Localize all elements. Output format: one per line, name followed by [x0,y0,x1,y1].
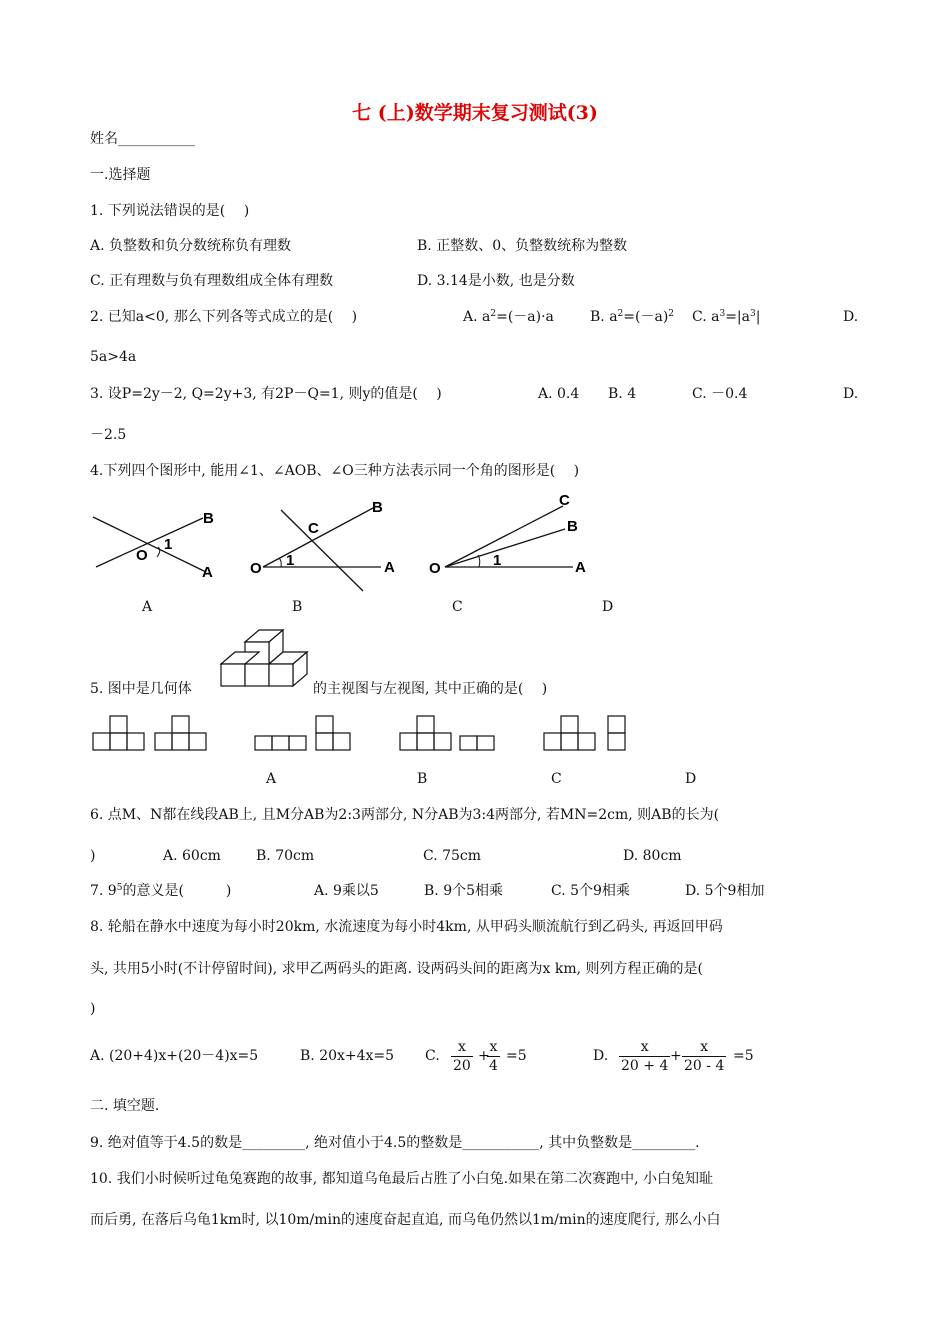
q5-option-b-views [254,715,354,755]
q5-option-label-d: D [685,771,697,787]
q8-option-c: C. [425,1048,440,1064]
q4c-point-c: C [559,492,570,509]
q3-option-b: B. 4 [608,386,637,402]
q4-figure-a [88,505,228,585]
q4b-point-b: B [372,499,383,516]
q8-option-d-fraction-2: $\frac{x}{20 - 4}$ [684,1039,725,1074]
name-field: 姓名___________ [90,131,195,147]
q4-figure-label-a: A [142,599,153,615]
page-title: 七 (上)数学期末复习测试(3) [352,102,598,124]
q5-solid-figure [215,628,320,696]
q2-option-c: C. $a^3=|a^3|$ [692,309,761,325]
q4b-angle-1: 1 [286,552,295,569]
q6-option-b: B. 70cm [256,848,315,864]
q6-stem-close: ) [90,848,96,864]
q4-figure-c [425,487,600,582]
q8-option-c-plus: + [478,1048,490,1064]
q10-stem-line2: 而后勇, 在落后乌龟1km时, 以10m/min的速度奋起直追, 而乌龟仍然以1m/min的速度爬行, 那么小白 [90,1212,721,1228]
q7-stem: 7. $9^5$的意义是( ) [90,883,232,899]
q4-figure-label-d: D [602,599,614,615]
q10-stem-line1: 10. 我们小时候听过龟兔赛跑的故事, 都知道乌龟最后占胜了小白兔.如果在第二次赛跑中, 小白兔知耻 [90,1171,713,1187]
q4c-point-a: A [575,559,586,576]
q8-option-d-equals: =5 [733,1048,754,1064]
q4a-point-o: O [136,547,148,564]
q5-option-d-views [543,715,633,755]
q5-option-label-b: B [417,771,428,787]
q2-option-d-content: 5a>4a [90,349,137,365]
q3-option-d: D. [843,386,859,402]
q5-stem-end: 的主视图与左视图, 其中正确的是( ) [313,681,548,697]
q2-option-b: B. $a^2=(-a)^2$ [590,309,675,325]
q4b-point-c: C [308,520,319,537]
q2-option-a: A. $a^2=(-a)\cdot a$ [463,309,554,325]
q1-option-a: A. 负整数和负分数统称负有理数 [90,238,292,254]
q8-stem-line2: 头, 共用5小时(不计停留时间), 求甲乙两码头的距离. 设两码头间的距离为x km, 则列方程正确的是( [90,961,703,977]
q4b-point-o: O [250,560,262,577]
q4-figure-label-b: B [292,599,303,615]
q5-stem-start: 5. 图中是几何体 [90,681,192,697]
q8-option-c-fraction-2: $\frac{x}{4}$ [489,1039,498,1074]
q5-option-label-a: A [266,771,277,787]
q4c-point-o: O [429,560,441,577]
q5-option-c-views [399,715,499,755]
q8-option-b: B. 20x+4x=5 [300,1048,395,1064]
q4c-angle-1: 1 [493,552,502,569]
q4-stem: 4.下列四个图形中, 能用∠1、∠AOB、∠O三种方法表示同一个角的图形是( ) [90,463,580,479]
q6-stem: 6. 点M、N都在线段AB上, 且M分AB为2:3两部分, N分AB为3:4两部分, 若MN=2cm, 则AB的长为( [90,807,720,823]
q7-option-b: B. 9个5相乘 [424,883,504,899]
q2-stem: 2. 已知a<0, 那么下列各等式成立的是( ) [90,309,358,325]
q4b-point-a: A [384,559,395,576]
q3-stem: 3. 设P=2y－2, Q=2y+3, 有2P－Q=1, 则y的值是( ) [90,386,442,402]
q9-stem: 9. 绝对值等于4.5的数是_________, 绝对值小于4.5的整数是___________, 其中负整数是_________. [90,1135,700,1151]
q8-option-d-fraction-1: $\frac{x}{20 + 4}$ [621,1039,669,1074]
q7-option-a: A. 9乘以5 [314,883,379,899]
q8-option-d: D. [593,1048,609,1064]
q5-option-a-views [92,715,212,755]
section-heading-choice: 一.选择题 [90,167,151,183]
q1-option-b: B. 正整数、0、负整数统称为整数 [417,238,628,254]
q4-figure-label-c: C [452,599,463,615]
q7-option-d: D. 5个9相加 [685,883,765,899]
q5-option-label-c: C [551,771,562,787]
q1-option-d: D. 3.14是小数, 也是分数 [417,273,575,289]
q4a-angle-1: 1 [164,536,173,553]
q8-option-c-fraction-1: $\frac{x}{20}$ [453,1039,471,1074]
q8-stem-line3: ) [90,1001,96,1017]
q6-option-d: D. 80cm [623,848,682,864]
q4a-point-b: B [203,510,214,527]
q8-option-a: A. (20+4)x+(20－4)x=5 [90,1048,259,1064]
q4c-point-b: B [567,518,578,535]
q2-option-d: D. [843,309,859,325]
q1-stem: 1. 下列说法错误的是( ) [90,203,250,219]
q8-option-c-equals: =5 [506,1048,527,1064]
q7-option-c: C. 5个9相乘 [551,883,630,899]
q3-option-a: A. 0.4 [538,386,580,402]
q8-option-d-plus: + [670,1048,682,1064]
q1-option-c: C. 正有理数与负有理数组成全体有理数 [90,273,334,289]
q3-option-c: C. －0.4 [692,386,748,402]
q4a-point-a: A [202,564,213,581]
q3-option-d-content: －2.5 [90,427,127,443]
q6-option-a: A. 60cm [163,848,221,864]
q6-option-c: C. 75cm [423,848,482,864]
section-heading-fill: 二. 填空题. [90,1098,160,1114]
q8-stem-line1: 8. 轮船在静水中速度为每小时20km, 水流速度为每小时4km, 从甲码头顺流航行到乙码头, 再返回甲码 [90,919,723,935]
q4-figure-b [248,495,408,580]
